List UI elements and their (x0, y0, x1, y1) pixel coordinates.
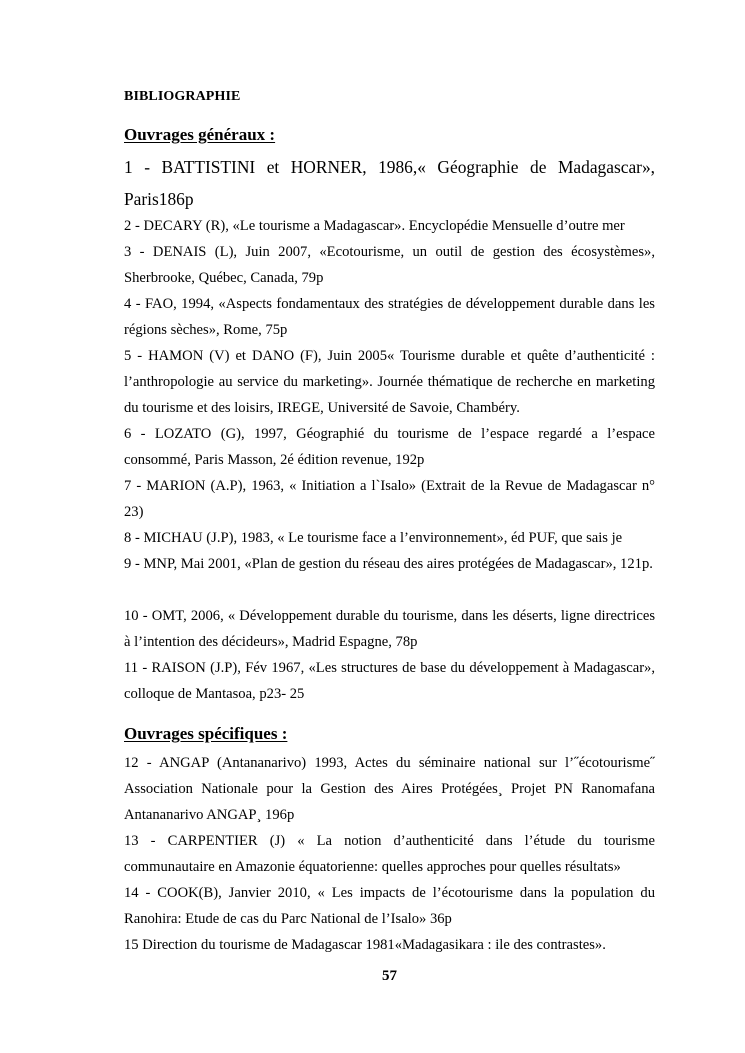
page-number: 57 (382, 968, 397, 984)
general-works-heading: Ouvrages généraux : (124, 125, 276, 144)
bibliography-entry: 8 - MICHAU (J.P), 1983, « Le tourisme face a l’environnement», éd PUF, que sais je (124, 530, 623, 546)
bibliography-entry: 9 - MNP, Mai 2001, «Plan de gestion du réseau des aires protégées de Madagascar», 121p. (124, 556, 653, 572)
bibliography-entry: 10 - OMT, 2006, « Développement durable du tourisme, dans les déserts, ligne directrices à l’intention des décideurs», Madrid Espagne, 78p (124, 608, 655, 650)
bibliography-entry: 5 - HAMON (V) et DANO (F), Juin 2005« Tourisme durable et quête d’authenticité : l’anthropologie au service du marketing». Journée thématique de recherche en marketing du tourisme et des loisirs, IREGE, Université de Savoie, Chambéry. (124, 348, 655, 416)
bibliography-entry: 14 - COOK(B), Janvier 2010, « Les impacts de l’écotourisme dans la population du Ranohira: Etude de cas du Parc National de l’Isalo» 36p (124, 885, 655, 927)
bibliography-title: BIBLIOGRAPHIE (124, 89, 241, 104)
specific-works-heading: Ouvrages spécifiques : (124, 724, 288, 743)
bibliography-entry: 7 - MARION (A.P), 1963, « Initiation a l`Isalo» (Extrait de la Revue de Madagascar n° 23) (124, 478, 655, 520)
bibliography-entry: 4 - FAO, 1994, «Aspects fondamentaux des stratégies de développement durable dans les régions sèches», Rome, 75p (124, 296, 655, 338)
bibliography-entry: 11 - RAISON (J.P), Fév 1967, «Les structures de base du développement à Madagascar», colloque de Mantasoa, p23- 25 (124, 660, 655, 702)
bibliography-entry: 3 - DENAIS (L), Juin 2007, «Ecotourisme, un outil de gestion des écosystèmes», Sherbrooke, Québec, Canada, 79p (124, 244, 655, 286)
bibliography-entry: 12 - ANGAP (Antananarivo) 1993, Actes du séminaire national sur l’˝écotourisme˝ Association Nationale pour la Gestion des Aires Protégées¸ Projet PN Ranomafana Antananarivo ANGAP¸ 196p (124, 755, 655, 823)
bibliography-entry: 2 - DECARY (R), «Le tourisme a Madagascar». Encyclopédie Mensuelle d’outre mer (124, 218, 625, 234)
bibliography-entry: 15 Direction du tourisme de Madagascar 1981«Madagasikara : ile des contrastes». (124, 937, 606, 953)
bibliography-entry: 6 - LOZATO (G), 1997, Géographié du tourisme de l’espace regardé a l’espace consommé, Paris Masson, 2é édition revenue, 192p (124, 426, 655, 468)
bibliography-entry: 13 - CARPENTIER (J) « La notion d’authenticité dans l’étude du tourisme communautaire en Amazonie équatorienne: quelles approches pour quelles résultats» (124, 833, 655, 875)
bibliography-entry: 1 - BATTISTINI et HORNER, 1986,« Géographie de Madagascar», Paris186p (124, 157, 655, 209)
